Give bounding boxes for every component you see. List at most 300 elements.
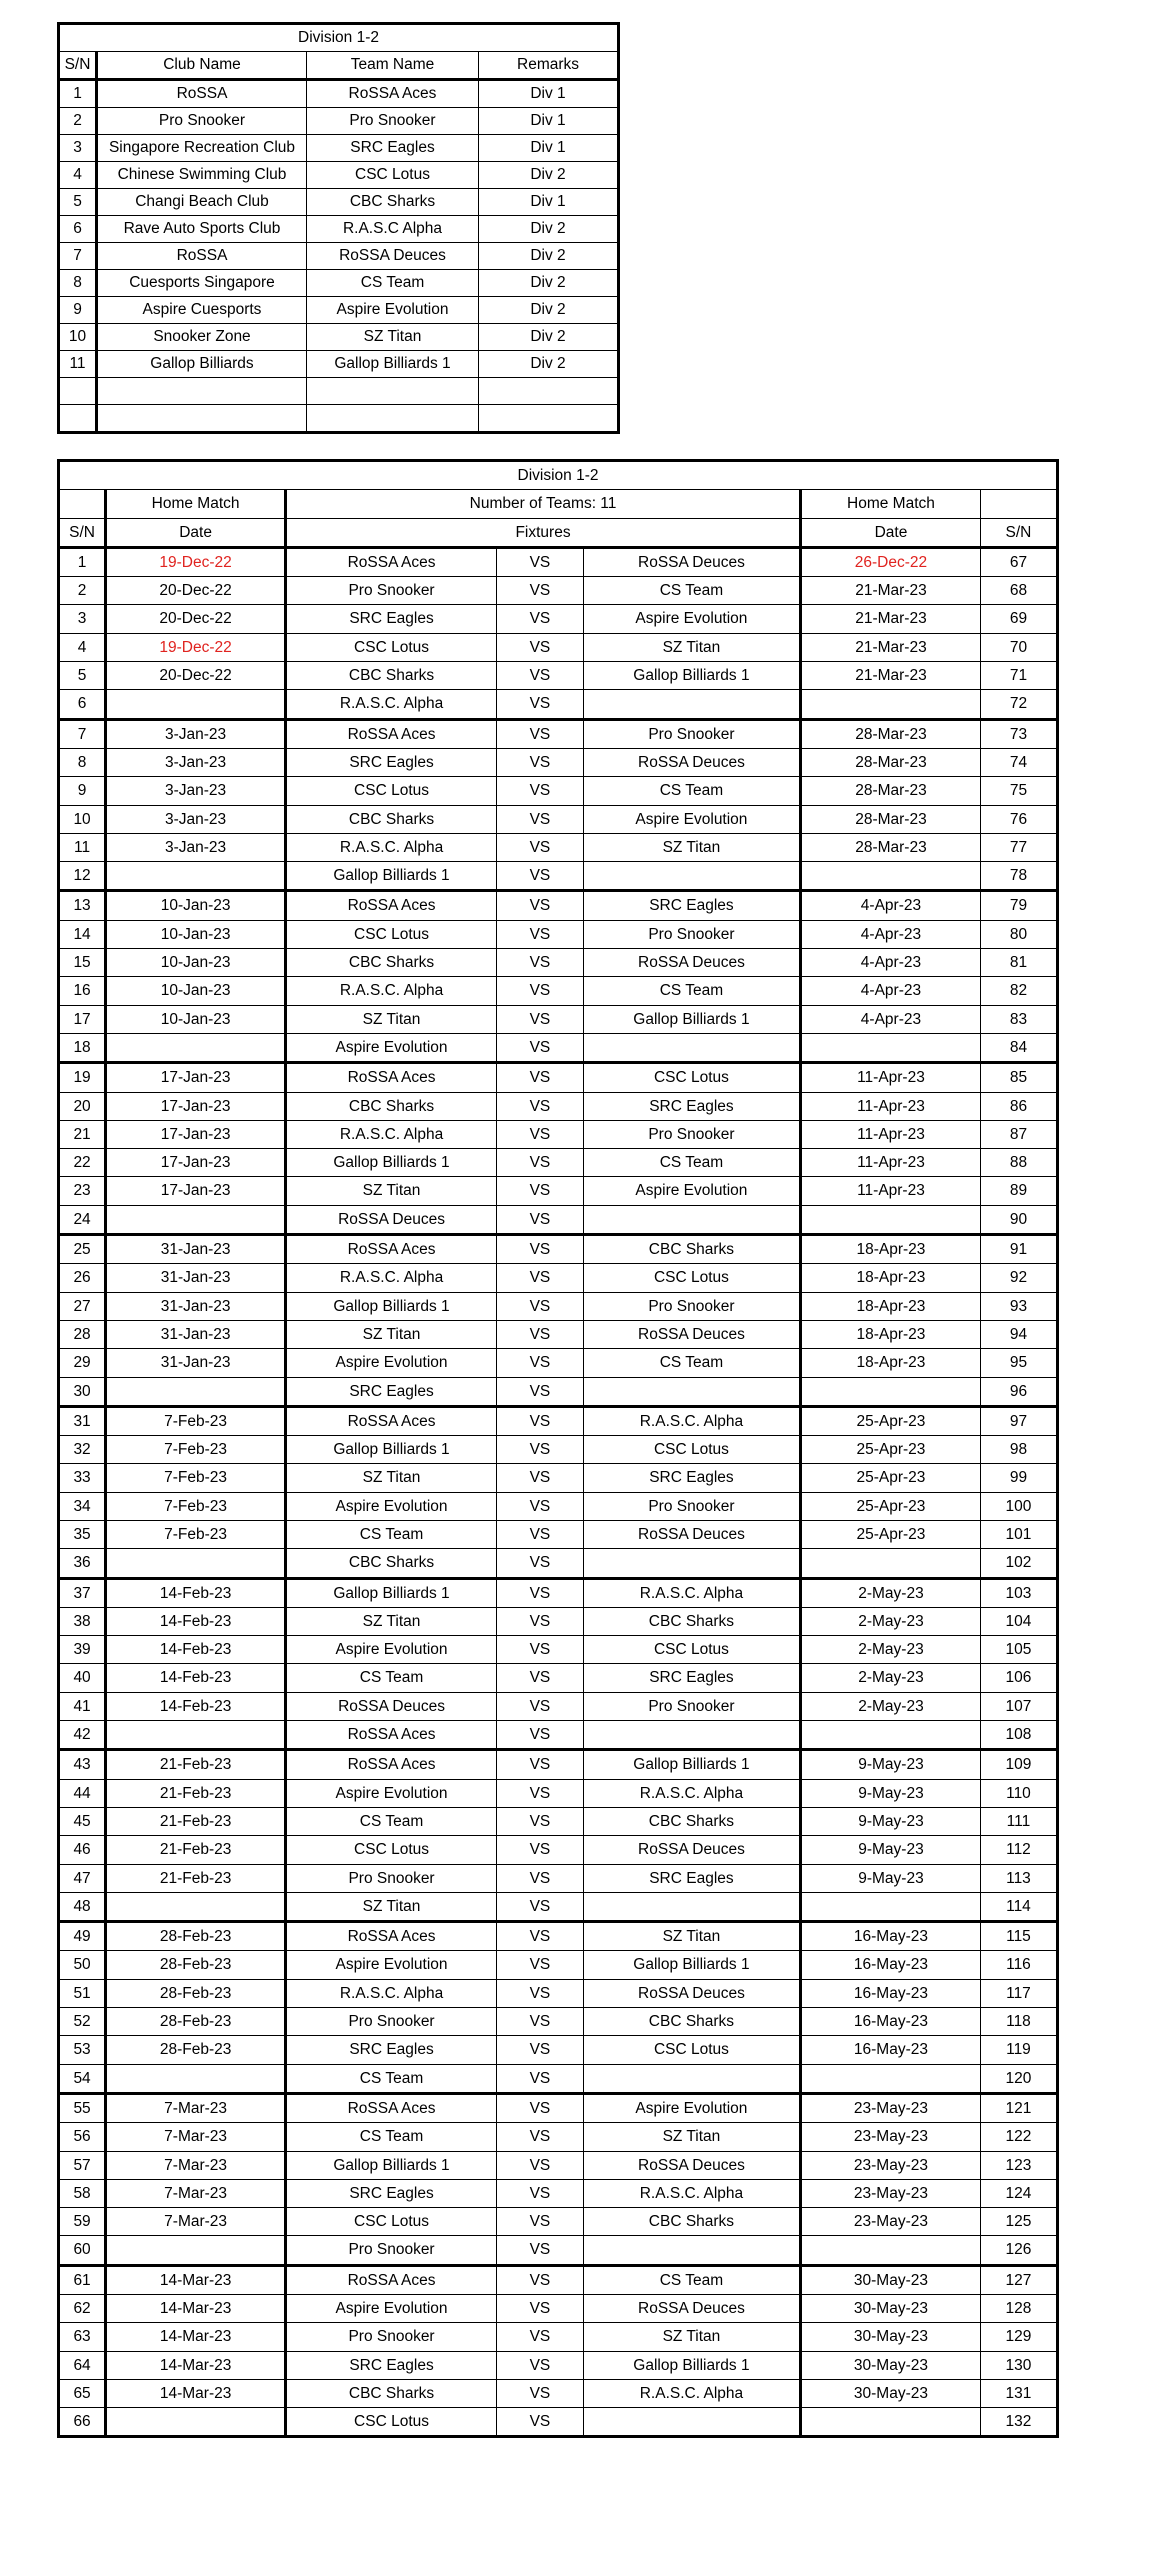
fixture-row-date-left: 10-Jan-23 <box>106 977 286 1005</box>
fixture-row-sn-left: 35 <box>59 1520 106 1548</box>
fixture-row-date-left: 14-Feb-23 <box>106 1692 286 1720</box>
fixture-row-date-left: 14-Mar-23 <box>106 2379 286 2407</box>
fixture-row-date-left: 14-Mar-23 <box>106 2265 286 2294</box>
fixture-row-vs-label: VS <box>497 777 584 805</box>
fixture-row-away-team: Gallop Billiards 1 <box>583 2351 800 2379</box>
fixture-row-home-team: CBC Sharks <box>286 662 497 690</box>
fixture-row-home-team: RoSSA Aces <box>286 1721 497 1750</box>
fixture-row-sn-left: 39 <box>59 1636 106 1664</box>
table-row <box>59 1349 1058 1377</box>
fixture-row-sn-right: 103 <box>980 1578 1057 1607</box>
fixture-row-sn-left: 41 <box>59 1692 106 1720</box>
fixture-row-date-right: 9-May-23 <box>801 1836 981 1864</box>
fixture-row-sn-right: 70 <box>980 633 1057 661</box>
fixture-row-home-team: Gallop Billiards 1 <box>286 1149 497 1177</box>
fixture-row-away-team <box>583 1549 800 1578</box>
fixture-row-date-right: 30-May-23 <box>801 2379 981 2407</box>
fixture-row-sn-right: 67 <box>980 547 1057 576</box>
fixture-row-vs-label: VS <box>497 977 584 1005</box>
table-row <box>59 690 1058 719</box>
fixture-row-home-team: SZ Titan <box>286 1177 497 1205</box>
fixture-row-vs-label: VS <box>497 1750 584 1779</box>
fixture-row-away-team: R.A.S.C. Alpha <box>583 2179 800 2207</box>
fixture-row-sn-left: 53 <box>59 2036 106 2064</box>
fixture-row-vs-label: VS <box>497 2064 584 2093</box>
fixture-row-vs-label: VS <box>497 920 584 948</box>
fixture-row-date-left: 28-Feb-23 <box>106 2036 286 2064</box>
fixture-row-sn-left: 16 <box>59 977 106 1005</box>
fixture-row-vs-label: VS <box>497 1292 584 1320</box>
table-row <box>59 1320 1058 1348</box>
fixture-row-date-right: 11-Apr-23 <box>801 1149 981 1177</box>
table-row <box>59 1692 1058 1720</box>
fixture-row-vs-label: VS <box>497 719 584 748</box>
table-row <box>59 1264 1058 1292</box>
table-row <box>59 1177 1058 1205</box>
fixture-row-home-team: RoSSA Aces <box>286 1063 497 1092</box>
club-row-club-name: Cuesports Singapore <box>97 270 307 297</box>
fixture-row-vs-label: VS <box>497 2351 584 2379</box>
fixture-row-sn-right: 113 <box>980 1864 1057 1892</box>
fixture-row-home-team: Aspire Evolution <box>286 1349 497 1377</box>
fixture-row-away-team: Pro Snooker <box>583 1292 800 1320</box>
fixture-row-vs-label: VS <box>497 1092 584 1120</box>
table-row <box>59 2008 1058 2036</box>
fixture-row-away-team: R.A.S.C. Alpha <box>583 2379 800 2407</box>
fixture-row-away-team: RoSSA Deuces <box>583 1979 800 2007</box>
fixture-row-vs-label: VS <box>497 1033 584 1062</box>
fixture-row-vs-label: VS <box>497 662 584 690</box>
club-row-club-name: Aspire Cuesports <box>97 297 307 324</box>
table-row <box>59 1549 1058 1578</box>
fixture-row-sn-left: 45 <box>59 1807 106 1835</box>
fixture-row-sn-left: 4 <box>59 633 106 661</box>
fixture-row-sn-right: 95 <box>980 1349 1057 1377</box>
fixture-row-sn-left: 52 <box>59 2008 106 2036</box>
club-row-club-name: Gallop Billiards <box>97 351 307 378</box>
table-row <box>59 324 619 351</box>
fixture-row-vs-label: VS <box>497 1779 584 1807</box>
fixture-row-sn-left: 27 <box>59 1292 106 1320</box>
club-row-club-name: Snooker Zone <box>97 324 307 351</box>
club-row-team-name: Aspire Evolution <box>307 297 479 324</box>
fixture-row-date-right: 2-May-23 <box>801 1636 981 1664</box>
fixture-row-vs-label: VS <box>497 1264 584 1292</box>
fixture-row-sn-left: 33 <box>59 1464 106 1492</box>
fixture-row-home-team: SZ Titan <box>286 1607 497 1635</box>
fixture-row-date-left: 14-Mar-23 <box>106 2295 286 2323</box>
fixture-row-date-right: 11-Apr-23 <box>801 1120 981 1148</box>
fixture-row-home-team: SRC Eagles <box>286 2036 497 2064</box>
table-row <box>59 891 1058 920</box>
fixture-row-sn-right: 78 <box>980 862 1057 891</box>
fixture-row-date-right: 9-May-23 <box>801 1779 981 1807</box>
fixture-row-away-team: Pro Snooker <box>583 1692 800 1720</box>
clubs-header-sn: S/N <box>59 52 97 80</box>
fixture-row-away-team: RoSSA Deuces <box>583 547 800 576</box>
fixture-row-date-right <box>801 862 981 891</box>
club-row-remarks: Div 1 <box>479 108 619 135</box>
fixture-row-home-team: SRC Eagles <box>286 2351 497 2379</box>
table-row <box>59 1120 1058 1148</box>
fixture-row-sn-left: 17 <box>59 1005 106 1033</box>
fixture-row-away-team: Aspire Evolution <box>583 2093 800 2122</box>
club-row-remarks <box>479 378 619 405</box>
fixture-row-date-right: 2-May-23 <box>801 1692 981 1720</box>
fixture-row-vs-label: VS <box>497 2379 584 2407</box>
fixture-row-date-left: 28-Feb-23 <box>106 1979 286 2007</box>
club-row-team-name: SRC Eagles <box>307 135 479 162</box>
fixture-row-vs-label: VS <box>497 2208 584 2236</box>
club-row-club-name: Pro Snooker <box>97 108 307 135</box>
fixture-row-vs-label: VS <box>497 1149 584 1177</box>
fixture-row-sn-right: 75 <box>980 777 1057 805</box>
fixture-row-date-right: 16-May-23 <box>801 1951 981 1979</box>
fixture-row-home-team: SZ Titan <box>286 1005 497 1033</box>
fixture-row-vs-label: VS <box>497 1979 584 2007</box>
fixture-row-sn-right: 97 <box>980 1406 1057 1435</box>
fixture-row-sn-left: 13 <box>59 891 106 920</box>
table-row <box>59 270 619 297</box>
fixture-row-sn-right: 79 <box>980 891 1057 920</box>
table-row <box>59 2123 1058 2151</box>
club-row-remarks <box>479 405 619 433</box>
fixture-row-vs-label: VS <box>497 2036 584 2064</box>
table-row <box>59 1750 1058 1779</box>
fixture-row-away-team <box>583 2236 800 2265</box>
table-row <box>59 405 619 433</box>
table-row <box>59 2179 1058 2207</box>
fixture-row-home-team: Aspire Evolution <box>286 1779 497 1807</box>
fixture-row-away-team <box>583 1205 800 1234</box>
fixture-row-vs-label: VS <box>497 547 584 576</box>
table-row <box>59 662 1058 690</box>
fixture-row-sn-right: 91 <box>980 1235 1057 1264</box>
fixture-row-away-team: SZ Titan <box>583 2123 800 2151</box>
fixture-row-away-team: Gallop Billiards 1 <box>583 1750 800 1779</box>
fixture-row-sn-right: 92 <box>980 1264 1057 1292</box>
fixture-row-sn-right: 115 <box>980 1922 1057 1951</box>
club-row-club-name: Changi Beach Club <box>97 189 307 216</box>
fixture-row-home-team: CSC Lotus <box>286 633 497 661</box>
fixture-row-away-team: RoSSA Deuces <box>583 748 800 776</box>
fixture-row-sn-left: 54 <box>59 2064 106 2093</box>
fixture-row-sn-right: 83 <box>980 1005 1057 1033</box>
fixture-row-date-right <box>801 1033 981 1062</box>
fixtures-header-sn-right: S/N <box>980 518 1057 547</box>
club-row-team-name: RoSSA Deuces <box>307 243 479 270</box>
fixture-row-sn-left: 42 <box>59 1721 106 1750</box>
fixture-row-date-right: 23-May-23 <box>801 2179 981 2207</box>
fixture-row-sn-left: 60 <box>59 2236 106 2265</box>
fixture-row-away-team: R.A.S.C. Alpha <box>583 1779 800 1807</box>
fixture-row-home-team: CS Team <box>286 1807 497 1835</box>
fixture-row-sn-right: 77 <box>980 833 1057 861</box>
fixture-row-home-team: R.A.S.C. Alpha <box>286 1979 497 2007</box>
fixture-row-sn-left: 64 <box>59 2351 106 2379</box>
fixture-row-sn-left: 57 <box>59 2151 106 2179</box>
fixture-row-sn-left: 14 <box>59 920 106 948</box>
club-row-sn: 4 <box>59 162 97 189</box>
fixture-row-home-team: RoSSA Aces <box>286 1235 497 1264</box>
fixture-row-vs-label: VS <box>497 1807 584 1835</box>
fixture-row-vs-label: VS <box>497 748 584 776</box>
fixture-row-date-left: 28-Feb-23 <box>106 1951 286 1979</box>
fixtures-table <box>57 459 1059 2438</box>
fixture-row-sn-right: 128 <box>980 2295 1057 2323</box>
fixture-row-home-team: R.A.S.C. Alpha <box>286 1120 497 1148</box>
fixture-row-date-right: 25-Apr-23 <box>801 1436 981 1464</box>
fixture-row-vs-label: VS <box>497 2265 584 2294</box>
fixture-row-sn-right: 112 <box>980 1836 1057 1864</box>
fixture-row-away-team: RoSSA Deuces <box>583 2151 800 2179</box>
table-row <box>59 108 619 135</box>
fixture-row-home-team: Pro Snooker <box>286 2236 497 2265</box>
fixture-row-sn-left: 9 <box>59 777 106 805</box>
fixture-row-home-team: RoSSA Aces <box>286 1750 497 1779</box>
fixture-row-home-team: CSC Lotus <box>286 920 497 948</box>
fixture-row-sn-left: 58 <box>59 2179 106 2207</box>
fixture-row-sn-left: 59 <box>59 2208 106 2236</box>
club-row-sn: 11 <box>59 351 97 378</box>
fixture-row-away-team: R.A.S.C. Alpha <box>583 1406 800 1435</box>
fixture-row-away-team: Gallop Billiards 1 <box>583 662 800 690</box>
fixture-row-date-left <box>106 1549 286 1578</box>
fixture-row-sn-right: 90 <box>980 1205 1057 1234</box>
fixture-row-vs-label: VS <box>497 690 584 719</box>
fixture-row-sn-left: 34 <box>59 1492 106 1520</box>
fixture-row-date-left: 17-Jan-23 <box>106 1092 286 1120</box>
fixture-row-vs-label: VS <box>497 1436 584 1464</box>
fixture-row-sn-left: 32 <box>59 1436 106 1464</box>
fixture-row-vs-label: VS <box>497 2008 584 2036</box>
fixture-row-vs-label: VS <box>497 1520 584 1548</box>
fixtures-title-row <box>59 461 1058 490</box>
fixture-row-home-team: Gallop Billiards 1 <box>286 1436 497 1464</box>
club-row-club-name: RoSSA <box>97 80 307 108</box>
fixture-row-home-team: Gallop Billiards 1 <box>286 862 497 891</box>
fixture-row-sn-left: 46 <box>59 1836 106 1864</box>
club-row-club-name: Rave Auto Sports Club <box>97 216 307 243</box>
fixture-row-date-left: 7-Feb-23 <box>106 1406 286 1435</box>
fixture-row-vs-label: VS <box>497 1721 584 1750</box>
table-row <box>59 1436 1058 1464</box>
fixture-row-home-team: Aspire Evolution <box>286 1033 497 1062</box>
fixture-row-sn-left: 51 <box>59 1979 106 2007</box>
fixture-row-vs-label: VS <box>497 2179 584 2207</box>
fixture-row-date-left <box>106 1892 286 1921</box>
fixture-row-vs-label: VS <box>497 2408 584 2437</box>
fixture-row-away-team: Pro Snooker <box>583 719 800 748</box>
table-row <box>59 1033 1058 1062</box>
fixture-row-away-team <box>583 1033 800 1062</box>
fixture-row-home-team: SZ Titan <box>286 1892 497 1921</box>
fixture-row-away-team: CS Team <box>583 2265 800 2294</box>
fixture-row-date-left: 19-Dec-22 <box>106 633 286 661</box>
fixture-row-away-team: SZ Titan <box>583 1922 800 1951</box>
fixture-row-sn-right: 109 <box>980 1750 1057 1779</box>
fixture-row-sn-left: 50 <box>59 1951 106 1979</box>
club-row-sn <box>59 378 97 405</box>
fixture-row-away-team <box>583 1377 800 1406</box>
table-row <box>59 862 1058 891</box>
fixture-row-date-left: 14-Mar-23 <box>106 2351 286 2379</box>
fixture-row-date-left: 7-Feb-23 <box>106 1464 286 1492</box>
club-row-sn: 3 <box>59 135 97 162</box>
fixture-row-home-team: RoSSA Aces <box>286 2265 497 2294</box>
club-row-team-name <box>307 405 479 433</box>
fixture-row-sn-left: 56 <box>59 2123 106 2151</box>
fixture-row-date-right: 21-Mar-23 <box>801 633 981 661</box>
fixture-row-away-team: RoSSA Deuces <box>583 1836 800 1864</box>
fixture-row-away-team: R.A.S.C. Alpha <box>583 1578 800 1607</box>
fixture-row-away-team: CBC Sharks <box>583 1235 800 1264</box>
fixture-row-date-right: 4-Apr-23 <box>801 977 981 1005</box>
fixture-row-date-right: 4-Apr-23 <box>801 920 981 948</box>
fixture-row-home-team: Pro Snooker <box>286 1864 497 1892</box>
fixture-row-away-team: CSC Lotus <box>583 1436 800 1464</box>
club-row-team-name <box>307 378 479 405</box>
club-row-sn: 5 <box>59 189 97 216</box>
fixture-row-home-team: CBC Sharks <box>286 1549 497 1578</box>
table-row <box>59 719 1058 748</box>
fixture-row-sn-right: 132 <box>980 2408 1057 2437</box>
fixture-row-home-team: RoSSA Deuces <box>286 1205 497 1234</box>
club-row-team-name: SZ Titan <box>307 324 479 351</box>
table-row <box>59 1464 1058 1492</box>
fixture-row-date-right: 16-May-23 <box>801 2036 981 2064</box>
fixture-row-home-team: CBC Sharks <box>286 2379 497 2407</box>
table-row <box>59 605 1058 633</box>
club-row-remarks: Div 2 <box>479 297 619 324</box>
fixture-row-sn-right: 101 <box>980 1520 1057 1548</box>
fixture-row-sn-right: 130 <box>980 2351 1057 2379</box>
fixture-row-sn-right: 98 <box>980 1436 1057 1464</box>
fixture-row-date-left: 7-Feb-23 <box>106 1492 286 1520</box>
fixture-row-home-team: CS Team <box>286 1520 497 1548</box>
fixture-row-sn-left: 37 <box>59 1578 106 1607</box>
fixture-row-away-team <box>583 862 800 891</box>
fixture-row-away-team: Pro Snooker <box>583 1492 800 1520</box>
fixture-row-away-team: Pro Snooker <box>583 920 800 948</box>
fixture-row-date-left: 28-Feb-23 <box>106 2008 286 2036</box>
fixture-row-sn-right: 85 <box>980 1063 1057 1092</box>
fixture-row-date-left: 7-Feb-23 <box>106 1436 286 1464</box>
fixture-row-vs-label: VS <box>497 1063 584 1092</box>
fixture-row-date-right: 25-Apr-23 <box>801 1464 981 1492</box>
club-row-remarks: Div 1 <box>479 189 619 216</box>
fixtures-band-number-of-teams: Number of Teams: 11 <box>286 490 801 518</box>
fixture-row-date-left: 20-Dec-22 <box>106 605 286 633</box>
fixture-row-vs-label: VS <box>497 1836 584 1864</box>
fixture-row-home-team: SRC Eagles <box>286 1377 497 1406</box>
table-row <box>59 216 619 243</box>
fixture-row-sn-left: 25 <box>59 1235 106 1264</box>
table-row <box>59 949 1058 977</box>
fixture-row-sn-right: 82 <box>980 977 1057 1005</box>
club-row-sn: 10 <box>59 324 97 351</box>
fixture-row-home-team: CS Team <box>286 1664 497 1692</box>
fixture-row-vs-label: VS <box>497 1377 584 1406</box>
fixture-row-date-left <box>106 2408 286 2437</box>
fixture-row-home-team: CS Team <box>286 2064 497 2093</box>
fixture-row-home-team: Aspire Evolution <box>286 2295 497 2323</box>
fixture-row-away-team: Gallop Billiards 1 <box>583 1951 800 1979</box>
fixture-row-home-team: CSC Lotus <box>286 2408 497 2437</box>
fixture-row-sn-right: 69 <box>980 605 1057 633</box>
fixture-row-away-team: RoSSA Deuces <box>583 949 800 977</box>
table-row <box>59 920 1058 948</box>
fixture-row-vs-label: VS <box>497 2093 584 2122</box>
fixture-row-away-team: SZ Titan <box>583 633 800 661</box>
table-row <box>59 577 1058 605</box>
fixture-row-sn-right: 125 <box>980 2208 1057 2236</box>
fixture-row-date-left: 20-Dec-22 <box>106 577 286 605</box>
table-row <box>59 2323 1058 2351</box>
fixture-row-sn-right: 110 <box>980 1779 1057 1807</box>
fixture-row-date-right: 9-May-23 <box>801 1864 981 1892</box>
fixture-row-date-right <box>801 2408 981 2437</box>
fixture-row-vs-label: VS <box>497 2323 584 2351</box>
fixture-row-date-left: 10-Jan-23 <box>106 949 286 977</box>
fixture-row-date-left: 14-Feb-23 <box>106 1578 286 1607</box>
fixture-row-date-left <box>106 1721 286 1750</box>
table-row <box>59 833 1058 861</box>
fixture-row-vs-label: VS <box>497 1120 584 1148</box>
fixture-row-away-team: CBC Sharks <box>583 1607 800 1635</box>
fixture-row-vs-label: VS <box>497 2236 584 2265</box>
table-row <box>59 2036 1058 2064</box>
fixture-row-date-right: 23-May-23 <box>801 2208 981 2236</box>
table-row <box>59 297 619 324</box>
table-row <box>59 1578 1058 1607</box>
fixture-row-sn-right: 118 <box>980 2008 1057 2036</box>
table-row <box>59 2093 1058 2122</box>
table-row <box>59 378 619 405</box>
table-row <box>59 1235 1058 1264</box>
fixtures-header-sn-left: S/N <box>59 518 106 547</box>
fixture-row-vs-label: VS <box>497 1492 584 1520</box>
fixture-row-away-team: Gallop Billiards 1 <box>583 1005 800 1033</box>
fixture-row-sn-right: 96 <box>980 1377 1057 1406</box>
fixture-row-date-right: 2-May-23 <box>801 1578 981 1607</box>
fixture-row-sn-left: 66 <box>59 2408 106 2437</box>
fixture-row-home-team: CBC Sharks <box>286 949 497 977</box>
fixture-row-date-right: 28-Mar-23 <box>801 833 981 861</box>
fixture-row-vs-label: VS <box>497 605 584 633</box>
clubs-title-row <box>59 24 619 52</box>
fixture-row-date-left: 3-Jan-23 <box>106 719 286 748</box>
fixture-row-sn-right: 99 <box>980 1464 1057 1492</box>
table-row <box>59 2295 1058 2323</box>
table-row <box>59 243 619 270</box>
fixture-row-home-team: Pro Snooker <box>286 2323 497 2351</box>
club-row-club-name: RoSSA <box>97 243 307 270</box>
fixture-row-date-right: 28-Mar-23 <box>801 805 981 833</box>
fixtures-band-row <box>59 490 1058 518</box>
club-row-sn: 9 <box>59 297 97 324</box>
fixture-row-away-team <box>583 690 800 719</box>
fixture-row-sn-left: 26 <box>59 1264 106 1292</box>
table-row <box>59 1892 1058 1921</box>
fixture-row-away-team: CSC Lotus <box>583 1636 800 1664</box>
fixture-row-vs-label: VS <box>497 1636 584 1664</box>
fixture-row-sn-left: 6 <box>59 690 106 719</box>
fixture-row-home-team: Aspire Evolution <box>286 1951 497 1979</box>
fixture-row-sn-left: 15 <box>59 949 106 977</box>
fixture-row-date-right <box>801 1205 981 1234</box>
clubs-header-team: Team Name <box>307 52 479 80</box>
